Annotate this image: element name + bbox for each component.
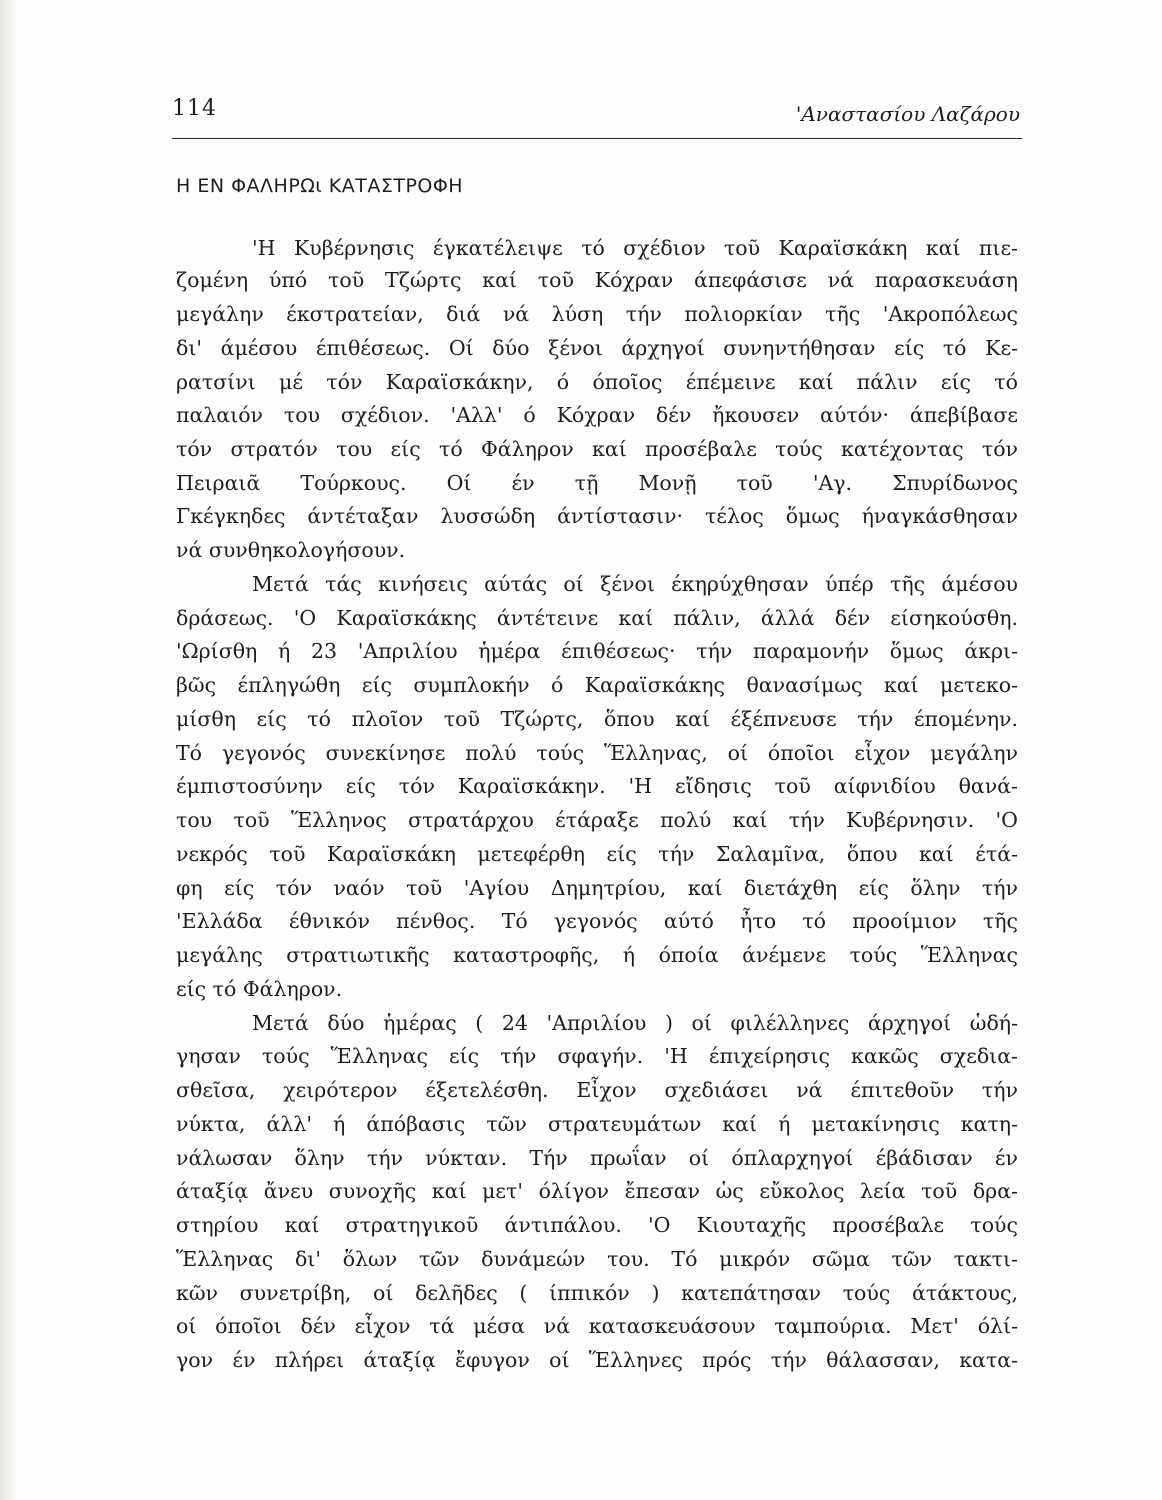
text-line: είς τό Φάληρον.	[176, 977, 343, 1001]
text-line: ζομένη ύπό τοῦ Τζώρτς καί τοῦ Κόχραν άπεφάσισε νά παρασκευάση	[176, 268, 1018, 292]
text-line: έμπιστοσύνην είς τόν Καραϊσκάκην. 'Η εἴδησις τοῦ αίφνιδίου θανά-	[176, 774, 1018, 798]
text-line: μεγάλης στρατιωτικῆς καταστροφῆς, ή όποία άνέμενε τούς Ἕλληνας	[176, 943, 1018, 967]
text-line: νά συνθηκολογήσουν.	[176, 538, 406, 562]
text-line: 'Ωρίσθη ή 23 'Απριλίου ἡμέρα έπιθέσεως· τήν παραμονήν ὅμως άκρι-	[176, 639, 1018, 663]
text-line: Μετά δύο ἡμέρας ( 24 'Απριλίου ) οί φιλέλληνες άρχηγοί ὡδή-	[252, 1011, 1018, 1035]
text-line: άταξίᾳ ἄνευ συνοχῆς καί μετ' όλίγον ἔπεσαν ὡς εὔκολος λεία τοῦ δρα-	[176, 1179, 1018, 1203]
page-header	[172, 96, 1020, 136]
text-line: νεκρός τοῦ Καραϊσκάκη μετεφέρθη είς τήν Σαλαμῖνα, ὅπου καί έτά-	[176, 842, 1018, 866]
text-line: Τό γεγονός συνεκίνησε πολύ τούς Ἕλληνας, οί όποῖοι εἶχον μεγάλην	[176, 741, 1018, 765]
page-number: 114	[172, 96, 217, 121]
text-line: Πειραιᾶ Τούρκους. Οί έν τῇ Μονῇ τοῦ 'Αγ. Σπυρίδωνος	[176, 471, 1018, 495]
text-line: στηρίου καί στρατηγικοῦ άντιπάλου. 'Ο Κιουταχῆς προσέβαλε τούς	[176, 1213, 1018, 1237]
header-rule	[172, 138, 1022, 139]
text-line: δράσεως. 'Ο Καραϊσκάκης άντέτεινε καί πάλιν, άλλά δέν είσηκούσθη.	[176, 606, 1018, 630]
page-edge-shadow	[0, 0, 18, 1500]
text-line: γον έν πλήρει άταξίᾳ ἔφυγον οί Ἕλληνες πρός τήν θάλασσαν, κατα-	[176, 1348, 1018, 1372]
chapter-title: Η ΕΝ ΦΑΛΗΡΩι ΚΑΤΑΣΤΡΟΦΗ	[176, 175, 464, 197]
text-line: του τοῦ Ἕλληνος στρατάρχου έτάραξε πολύ καί τήν Κυβέρνησιν. 'Ο	[176, 808, 1018, 832]
text-line: παλαιόν του σχέδιον. 'Αλλ' ό Κόχραν δέν ἤκουσεν αύτόν· άπεβίβασε	[176, 403, 1018, 427]
text-line: 'Η Κυβέρνησις έγκατέλειψε τό σχέδιον τοῦ Καραϊσκάκη καί πιε-	[252, 236, 1018, 260]
text-line: νάλωσαν ὅλην τήν νύκταν. Τήν πρωΐαν οί όπλαρχηγοί έβάδισαν έν	[176, 1146, 1018, 1170]
text-line: Μετά τάς κινήσεις αύτάς οί ξένοι έκηρύχθησαν ύπέρ τῆς άμέσου	[252, 572, 1018, 596]
text-line: κῶν συνετρίβη, οί δελῆδες ( ίππικόν ) κατεπάτησαν τούς άτάκτους,	[176, 1281, 1018, 1305]
text-line: Ἕλληνας δι' ὅλων τῶν δυνάμεών του. Τό μικρόν σῶμα τῶν τακτι-	[176, 1247, 1018, 1271]
running-head: 'Αναστασίου Λαζάρου	[795, 102, 1020, 126]
text-line: οί όποῖοι δέν εἶχον τά μέσα νά κατασκευάσουν ταμπούρια. Μετ' όλί-	[176, 1314, 1018, 1338]
text-line: γησαν τούς Ἕλληνας είς τήν σφαγήν. 'Η έπιχείρησις κακῶς σχεδια-	[176, 1044, 1018, 1068]
text-line: 'Ελλάδα έθνικόν πένθος. Τό γεγονός αύτό ἦτο τό προοίμιον τῆς	[176, 909, 1018, 933]
text-line: μίσθη είς τό πλοῖον τοῦ Τζώρτς, ὅπου καί έξέπνευσε τήν έπομένην.	[176, 707, 1018, 731]
text-line: φη είς τόν ναόν τοῦ 'Αγίου Δημητρίου, καί διετάχθη είς ὅλην τήν	[176, 876, 1018, 900]
text-line: βῶς έπληγώθη είς συμπλοκήν ό Καραϊσκάκης θανασίμως καί μετεκο-	[176, 673, 1018, 697]
text-line: μεγάλην έκστρατείαν, διά νά λύση τήν πολιορκίαν τῆς 'Ακροπόλεως	[176, 302, 1018, 326]
text-line: σθεῖσα, χειρότερον έξετελέσθη. Εἶχον σχεδιάσει νά έπιτεθοῦν τήν	[176, 1078, 1018, 1102]
text-line: δι' άμέσου έπιθέσεως. Οί δύο ξένοι άρχηγοί συνηντήθησαν είς τό Κε-	[176, 336, 1018, 360]
text-line: νύκτα, άλλ' ή άπόβασις τῶν στρατευμάτων καί ή μετακίνησις κατη-	[176, 1112, 1018, 1136]
text-line: Γκέγκηδες άντέταξαν λυσσώδη άντίστασιν· τέλος ὅμως ήναγκάσθησαν	[176, 504, 1018, 528]
text-line: ρατσίνι μέ τόν Καραϊσκάκην, ό όποῖος έπέμεινε καί πάλιν είς τό	[176, 370, 1018, 394]
text-line: τόν στρατόν του είς τό Φάληρον καί προσέβαλε τούς κατέχοντας τόν	[176, 437, 1018, 461]
